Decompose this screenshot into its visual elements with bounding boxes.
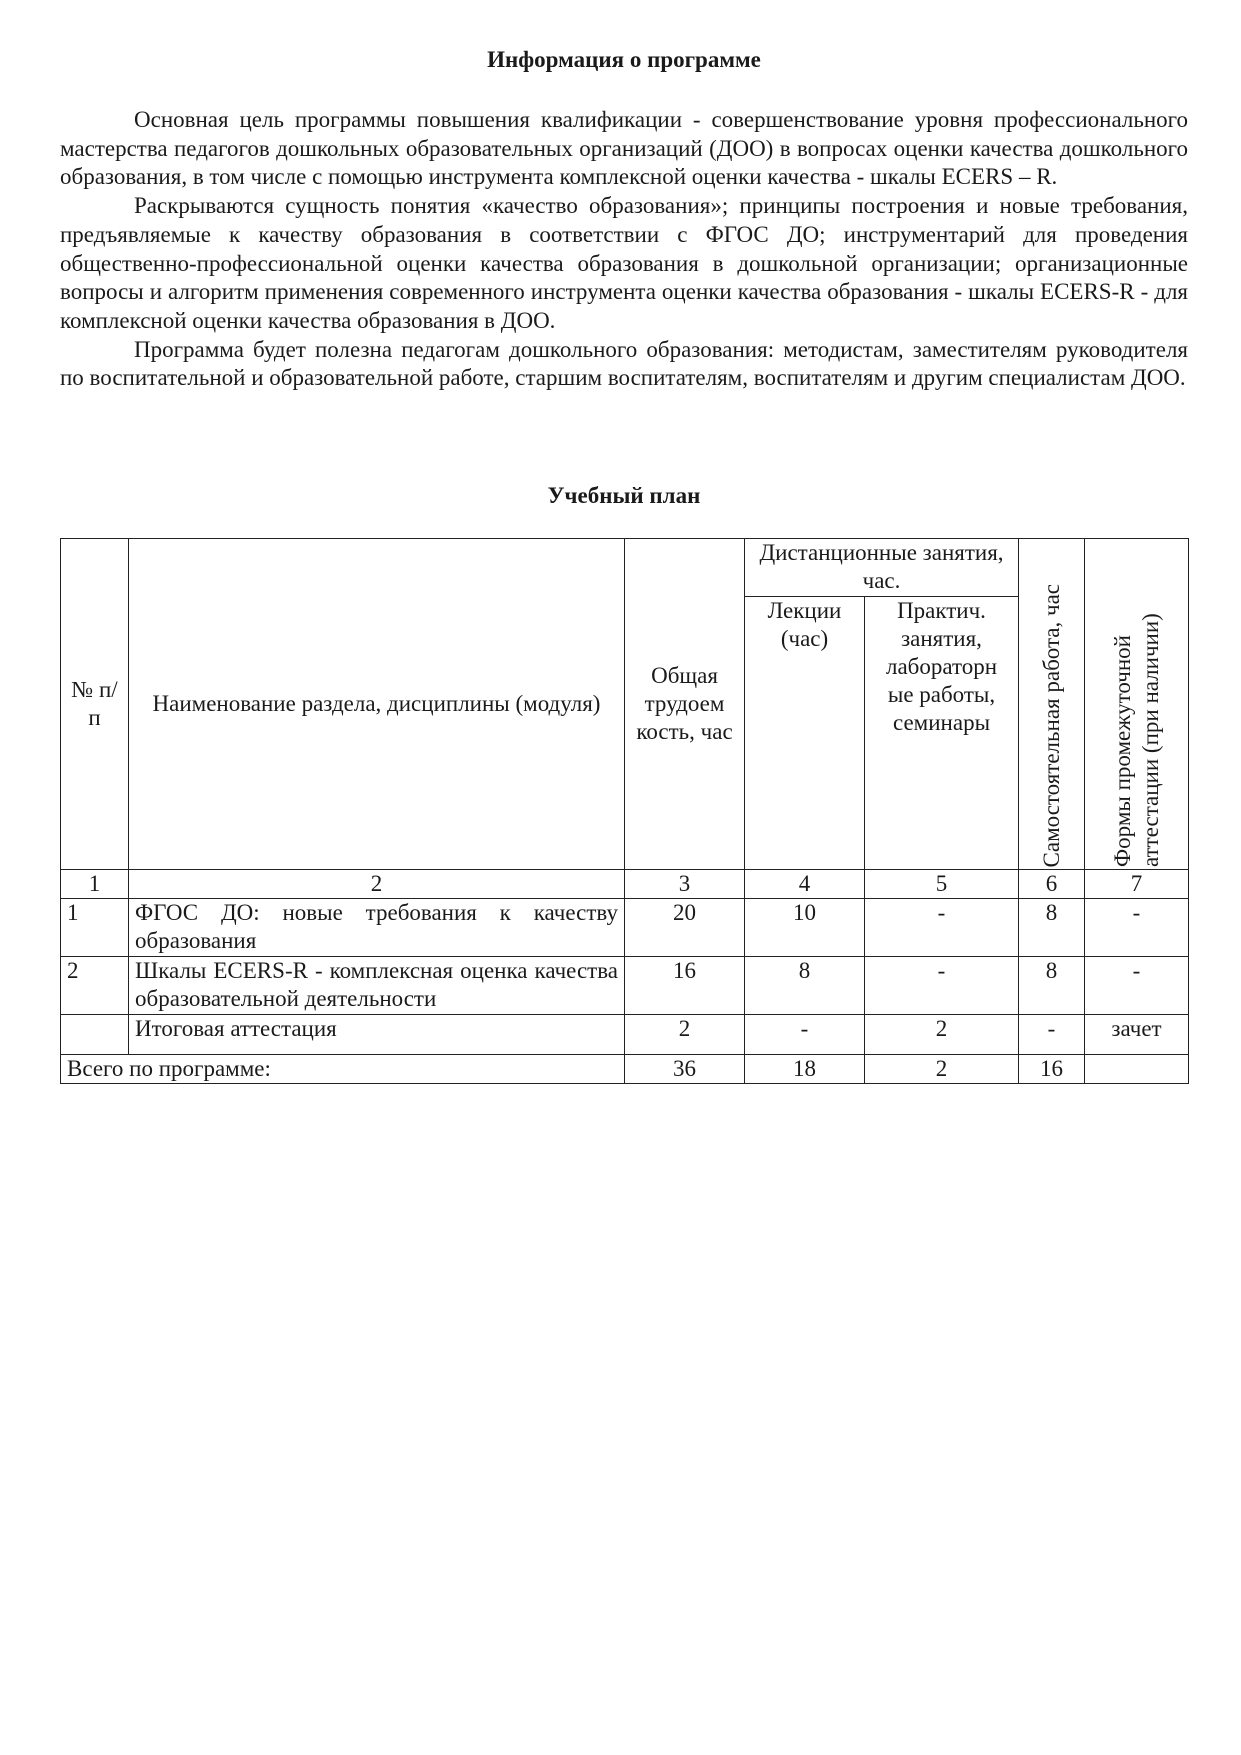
row-total: 20 xyxy=(625,899,745,957)
total-lectures: 18 xyxy=(745,1055,865,1084)
col-number: 7 xyxy=(1085,870,1189,899)
row-form: - xyxy=(1085,957,1189,1015)
header-self-text: Самостоятельная работа, час xyxy=(1038,583,1064,867)
header-row-1 xyxy=(61,539,1189,597)
curriculum-title: Учебный план xyxy=(547,483,701,508)
header-total: Общая трудоем кость, час xyxy=(625,539,745,870)
table-row xyxy=(61,957,1189,1015)
paragraph-content: Раскрываются сущность понятия «качество образования»; принципы построения и новые требования, предъявляемые к качеству образования в соответствии с ФГОС ДО; инструментарий для проведения общественно-профессиональной оценки качества образования в дошкольной организации; организационные вопросы и алгоритм применения современного инструмента оценки качества образования - шкалы ECERS-R - для комплексной оценки качества образования в ДОО. xyxy=(60,193,1188,333)
total-label: Всего по программе: xyxy=(61,1055,625,1084)
total-self: 16 xyxy=(1019,1055,1085,1084)
row-self: 8 xyxy=(1019,957,1085,1015)
row-total: 2 xyxy=(625,1015,745,1055)
col-number: 4 xyxy=(745,870,865,899)
program-info-title: Информация о программе xyxy=(487,47,761,72)
col-number: 2 xyxy=(129,870,625,899)
row-practice: - xyxy=(865,957,1019,1015)
row-total: 16 xyxy=(625,957,745,1015)
total-practice: 2 xyxy=(865,1055,1019,1084)
curriculum-table xyxy=(60,538,1189,1084)
row-practice: 2 xyxy=(865,1015,1019,1055)
paragraph-audience: Программа будет полезна педагогам дошкольного образования: методистам, заместителям руководителя по воспитательной и образовательной работе, старшим воспитателям, воспитателям и другим специалистам ДОО. xyxy=(60,336,1188,391)
header-forms-text: Формы промежуточной аттестации (при наличии) xyxy=(1109,613,1163,867)
col-number: 1 xyxy=(61,870,129,899)
table-row xyxy=(61,899,1189,957)
col-number: 3 xyxy=(625,870,745,899)
row-num xyxy=(61,1015,129,1055)
paragraph-goal: Основная цель программы повышения квалификации - совершенствование уровня профессионального мастерства педагогов дошкольных образовательных организаций (ДОО) в вопросах оценки качества дошкольного образования, в том числе с помощью инструмента комплексной оценки качества - шкалы ECERS – R. xyxy=(60,107,1188,190)
header-practice: Практич. занятия, лабораторн ые работы, семинары xyxy=(865,597,1019,870)
total-hours: 36 xyxy=(625,1055,745,1084)
row-name: Шкалы ECERS-R - комплексная оценка качества образовательной деятельности xyxy=(129,957,625,1015)
col-number: 6 xyxy=(1019,870,1085,899)
row-lectures: - xyxy=(745,1015,865,1055)
total-row xyxy=(61,1055,1189,1084)
program-description xyxy=(60,106,1188,393)
row-name: ФГОС ДО: новые требования к качеству образования xyxy=(129,899,625,957)
row-form: - xyxy=(1085,899,1189,957)
col-number: 5 xyxy=(865,870,1019,899)
row-num: 2 xyxy=(61,957,129,1015)
header-distance: Дистанционные занятия, час. xyxy=(745,539,1019,597)
header-name: Наименование раздела, дисциплины (модуля) xyxy=(129,539,625,870)
row-num: 1 xyxy=(61,899,129,957)
total-form xyxy=(1085,1055,1189,1084)
row-lectures: 10 xyxy=(745,899,865,957)
row-practice: - xyxy=(865,899,1019,957)
row-self: 8 xyxy=(1019,899,1085,957)
header-self xyxy=(1019,539,1085,870)
row-self: - xyxy=(1019,1015,1085,1055)
header-forms xyxy=(1085,539,1189,870)
row-name: Итоговая аттестация xyxy=(129,1015,625,1055)
table-row xyxy=(61,1015,1189,1055)
row-lectures: 8 xyxy=(745,957,865,1015)
header-lectures: Лекции (час) xyxy=(745,597,865,870)
row-form: зачет xyxy=(1085,1015,1189,1055)
header-num: № п/п xyxy=(61,539,129,870)
column-number-row xyxy=(61,870,1189,899)
